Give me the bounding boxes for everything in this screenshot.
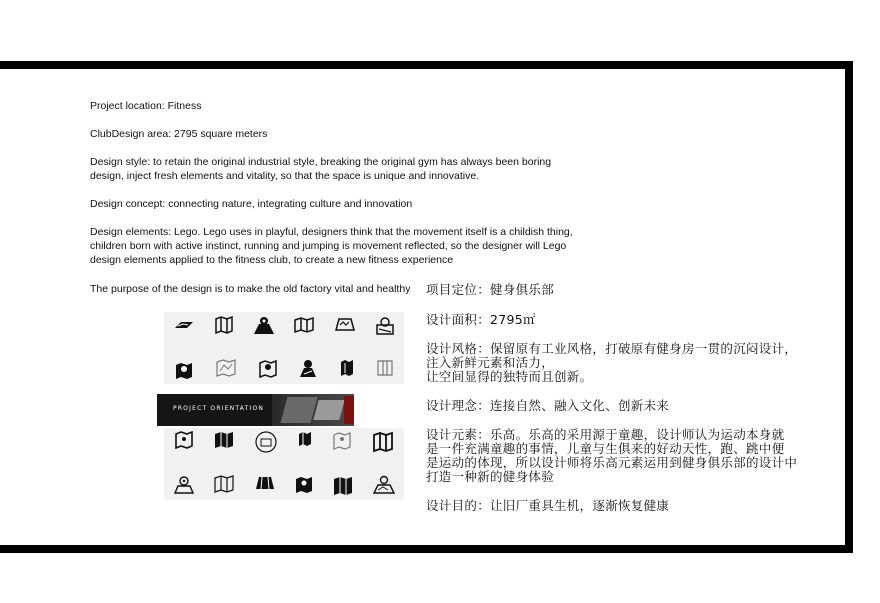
map-with-pin-icon [253, 316, 275, 336]
map-filled-icon [332, 475, 354, 497]
en-elements-line3: design elements applied to the fitness club, to create a new fitness experience [90, 254, 454, 266]
en-elements-line1: Design elements: Lego. Lego uses in playful, designers think that the movement itself is a childish thing, [90, 226, 573, 238]
map-filled-icon [339, 359, 355, 381]
zh-style-line3: 让空间显得的独特而且创新。 [426, 369, 593, 384]
en-elements-line2: children born with active instinct, running and jumping is movement reflected, so the designer will Lego [90, 240, 567, 252]
map-filled-icon [297, 431, 313, 453]
icon-row-3 [164, 431, 404, 453]
icon-grid-bottom [164, 428, 404, 500]
zh-elements-line4: 打造一种新的健身体验 [426, 469, 555, 484]
map-route-icon [215, 359, 237, 381]
map-with-pin-filled-icon [294, 475, 314, 497]
map-with-pin-filled-icon [174, 359, 194, 381]
map-outline-icon [332, 431, 352, 453]
en-area: ClubDesign area: 2795 square meters [90, 128, 268, 140]
zh-style-line1: 设计风格：保留原有工业风格，打破原有健身房一贯的沉闷设计， [426, 341, 798, 356]
icon-row-4 [164, 475, 404, 497]
map-outline-icon [213, 475, 235, 497]
map-with-pin-icon [173, 475, 195, 497]
map-outline-icon [376, 359, 394, 381]
en-style-line1: Design style: to retain the original industrial style, breaking the original gym has always been boring [90, 156, 552, 168]
icon-row-1 [164, 316, 404, 336]
banner-photo [272, 394, 354, 426]
en-style-line2: design, inject fresh elements and vitality, so that the space is unique and innovative. [90, 170, 480, 182]
zh-elements-line1: 设计元素：乐高。乐高的采用源于童趣，设计师认为运动本身就 [426, 427, 785, 442]
zh-area: 设计面积：2795㎡ [426, 312, 536, 327]
map-outline-icon [174, 431, 194, 453]
zh-location: 项目定位：健身俱乐部 [426, 282, 555, 297]
map-outline-icon [214, 316, 234, 336]
map-outline-icon [372, 431, 394, 453]
icon-row-2 [164, 359, 404, 381]
map-with-pin-icon [375, 316, 395, 336]
en-concept: Design concept: connecting nature, integrating culture and innovation [90, 198, 413, 210]
map-outline-icon [293, 316, 315, 336]
map-circle-icon [255, 431, 277, 453]
map-with-pin-icon [258, 359, 278, 381]
map-with-pin-icon [373, 475, 395, 497]
map-zigzag-icon [334, 316, 356, 336]
en-location: Project location: Fitness [90, 100, 202, 112]
map-filled-icon [213, 431, 235, 453]
map-with-pin-filled-icon [298, 359, 318, 381]
banner-label: PROJECT ORIENTATION [173, 405, 265, 412]
folded-map-icon [173, 316, 195, 336]
zh-style-line2: 注入新鲜元素和活力， [426, 355, 555, 370]
zh-concept: 设计理念：连接自然、融入文化、创新未来 [426, 398, 670, 413]
map-filled-icon [254, 475, 276, 497]
zh-purpose: 设计目的：让旧厂重具生机，逐渐恢复健康 [426, 498, 670, 513]
project-orientation-banner [157, 394, 354, 426]
icon-grid-top [164, 312, 404, 384]
zh-elements-line3: 是运动的体现，所以设计师将乐高元素运用到健身俱乐部的设计中 [426, 455, 798, 470]
zh-elements-line2: 是一件充满童趣的事情，儿童与生俱来的好动天性，跑、跳中便 [426, 441, 785, 456]
en-purpose: The purpose of the design is to make the old factory vital and healthy [90, 283, 411, 295]
